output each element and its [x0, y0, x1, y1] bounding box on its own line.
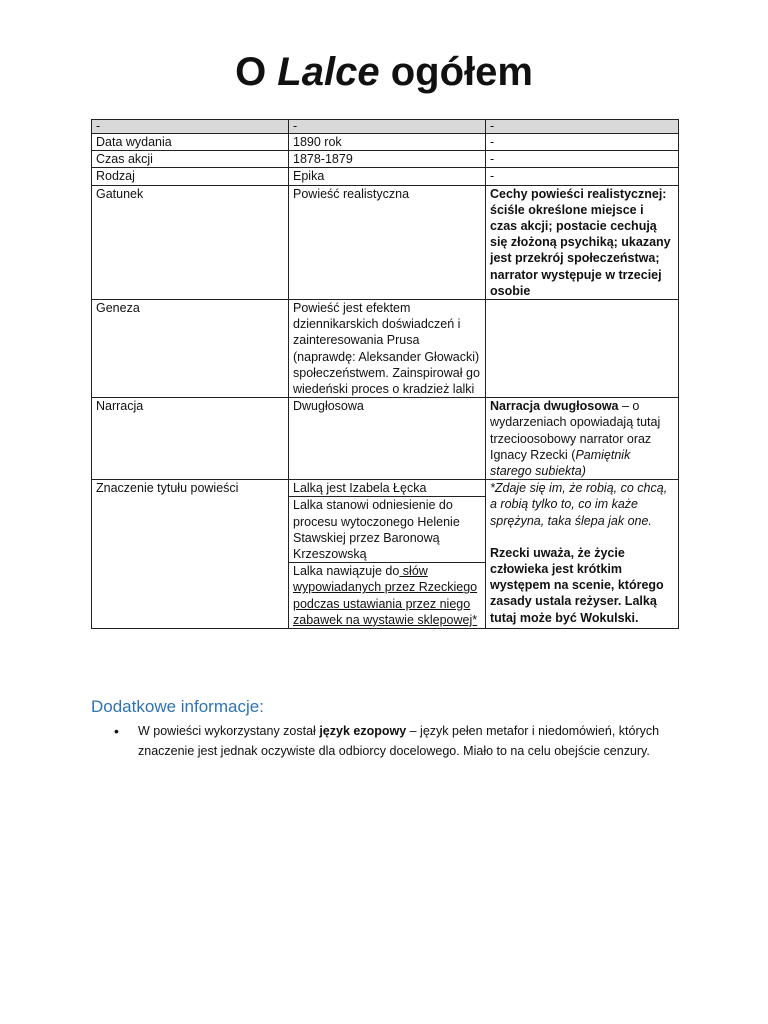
bullet-text	[138, 722, 674, 761]
title-italic: Lalce	[277, 50, 380, 94]
meaning-underlined: słów wypowiadanych przez Rzeckiego podczas ustawiania przez niego zabawek na wystawie sklepowej*	[293, 564, 478, 627]
table-row	[92, 151, 679, 168]
quote-text: *Zdaje się im, że robią, co chcą, a robią tylko to, co im każe sprężyna, taka ślepa jak one.	[490, 481, 668, 528]
row-note	[486, 185, 679, 299]
table-row	[92, 168, 679, 185]
header-cell: -	[486, 120, 679, 134]
row-value: Dwugłosowa	[289, 398, 486, 480]
title-meanings-cell	[289, 480, 486, 629]
row-value: Epika	[289, 168, 486, 185]
section-heading: Dodatkowe informacje:	[91, 697, 264, 716]
bullet-list	[114, 722, 674, 761]
row-note	[486, 398, 679, 480]
row-value: Powieść realistyczna	[289, 185, 486, 299]
meaning-plain: Lalka nawiązuje do	[293, 564, 400, 579]
row-label: Znaczenie tytułu powieści	[92, 480, 289, 629]
row-note: -	[486, 134, 679, 151]
bullet-pre: W powieści wykorzystany został	[138, 724, 320, 738]
row-note	[486, 300, 679, 398]
table-header-row	[92, 120, 679, 134]
row-label: Czas akcji	[92, 151, 289, 168]
meaning-item: Lalką jest Izabela Łęcka	[293, 481, 427, 496]
title-plain: O	[235, 50, 278, 94]
meaning-item: Lalka stanowi odniesienie do procesu wytoczonego Helenie Stawskiej przez Baronową Krzeszowską	[289, 496, 485, 562]
row-value: Powieść jest efektem dziennikarskich doświadczeń i zainteresowania Prusa (naprawdę: Aleksander Głowacki) społeczeństwem. Zainspirował go wiedeński proces o kradzież lalki	[289, 300, 486, 398]
list-item	[114, 722, 674, 761]
row-note: -	[486, 151, 679, 168]
spacer	[490, 529, 674, 545]
row-label: Geneza	[92, 300, 289, 398]
row-value: 1878-1879	[289, 151, 486, 168]
header-cell: -	[289, 120, 486, 134]
note-italic: Pamiętnik starego subiekta)	[490, 447, 631, 479]
row-note: -	[486, 168, 679, 185]
row-label: Data wydania	[92, 134, 289, 151]
header-cell: -	[92, 120, 289, 134]
note-text: ściśle określone miejsce i czas akcji; postacie cechują się złożoną psychiką; ukazany jest przekrój społeczeństwa; narrator występuje w trzeciej osobie	[490, 202, 671, 298]
note-bold: Narracja dwugłosowa	[490, 399, 619, 414]
table-row	[92, 398, 679, 480]
note-after: Rzecki uważa, że życie człowieka jest krótkim występem na scenie, którego zasady ustala reżyser. Lalką tutaj może być Wokulski.	[490, 545, 664, 625]
table-row	[92, 480, 679, 629]
info-table	[91, 119, 679, 629]
bullet-bold: język ezopowy	[319, 724, 407, 738]
table-row	[92, 185, 679, 299]
bullet-post: – język pełen metafor i niedomówień, których znaczenie jest jednak oczywiste dla odbiorcy docelowego. Miało to na celu obejście cenzury.	[138, 724, 660, 758]
table-row	[92, 134, 679, 151]
row-label: Gatunek	[92, 185, 289, 299]
row-label: Rodzaj	[92, 168, 289, 185]
page-title	[0, 48, 768, 96]
meaning-item	[289, 562, 485, 628]
row-label: Narracja	[92, 398, 289, 480]
bullet-icon: •	[114, 723, 119, 739]
row-value: 1890 rok	[289, 134, 486, 151]
table-row	[92, 300, 679, 398]
row-note	[486, 480, 679, 629]
title-rest: ogółem	[379, 50, 533, 94]
note-text: – o wydarzeniach opowiadają tutaj trzecioosobowy narrator oraz Ignacy Rzecki (	[490, 399, 661, 462]
note-bold: Cechy powieści realistycznej:	[490, 186, 667, 201]
